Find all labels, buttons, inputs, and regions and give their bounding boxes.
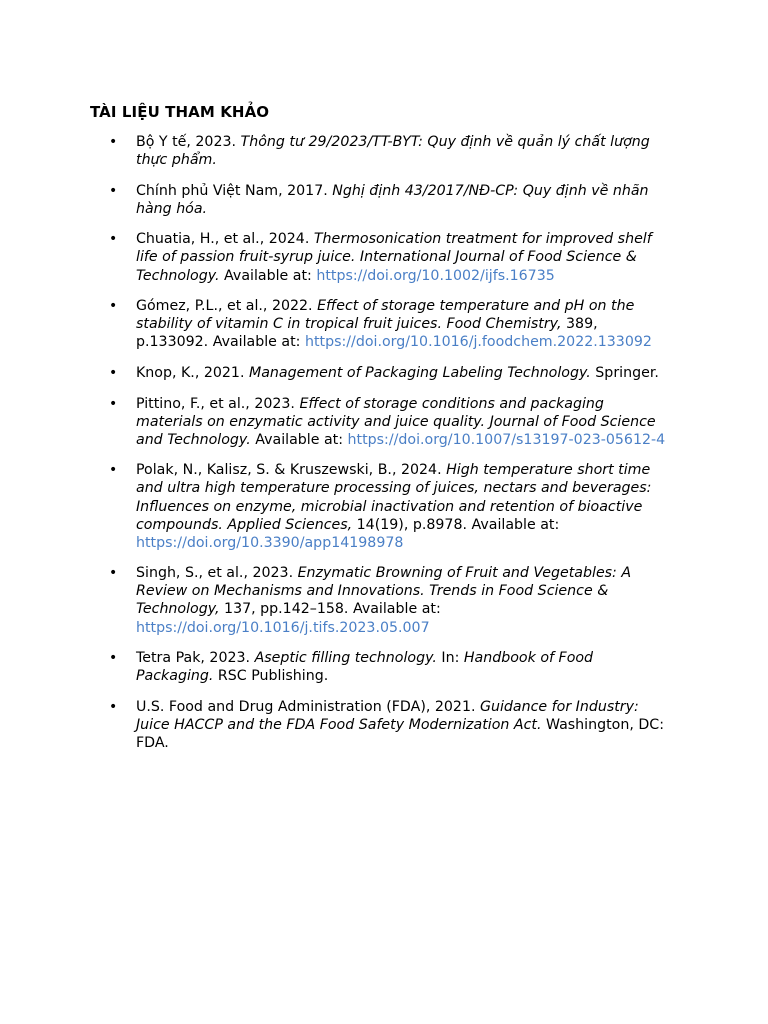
doi-link[interactable]: https://doi.org/10.1002/ijfs.16735 <box>316 267 555 284</box>
reference-title: Management of Packaging Labeling Technology. <box>248 364 591 381</box>
doi-link[interactable]: https://doi.org/10.3390/app14198978 <box>136 534 404 551</box>
reference-prefix: Tetra Pak, 2023. <box>136 650 255 667</box>
bullet-icon: • <box>109 298 118 315</box>
doi-link[interactable]: https://doi.org/10.1016/j.foodchem.2022.133092 <box>304 334 652 351</box>
reference-prefix: Chính phủ Việt Nam, 2017. <box>136 182 333 199</box>
reference-available: Available at: <box>219 267 317 284</box>
reference-title: Guidance for Industry: Juice HACCP and the FDA Food Safety Modernization Act. <box>136 698 639 733</box>
bullet-icon: • <box>109 231 118 248</box>
reference-item <box>0 698 672 752</box>
reference-title: Nghị định 43/2017/NĐ-CP: Quy định về nhãn hàng hóa. <box>136 182 649 217</box>
reference-item <box>0 649 672 685</box>
reference-details: 389, p.133092. <box>136 316 598 351</box>
bullet-icon: • <box>109 698 118 715</box>
reference-prefix: U.S. Food and Drug Administration (FDA), 2021. <box>136 698 480 715</box>
bullet-icon: • <box>109 462 118 479</box>
reference-title: High temperature short time and ultra high temperature processing of juices, nectars and beverages: Influences on enzyme, microbial inactivation and retention of bioactive compounds. Applied Sciences, <box>136 462 652 533</box>
reference-prefix: Singh, S., et al., 2023. <box>136 565 298 582</box>
bullet-icon: • <box>109 395 118 412</box>
reference-available: Available at: <box>208 334 305 351</box>
reference-item <box>0 297 672 351</box>
reference-prefix: Pittino, F., et al., 2023. <box>136 395 300 412</box>
bullet-icon: • <box>109 650 118 667</box>
reference-item <box>0 182 672 218</box>
doi-link[interactable]: https://doi.org/10.1016/j.tifs.2023.05.007 <box>136 619 430 636</box>
reference-details: 14(19), p.8978. <box>352 516 467 533</box>
bullet-icon: • <box>109 182 118 199</box>
reference-title: Effect of storage conditions and packaging materials on enzymatic activity and juice quality. Journal of Food Science and Technology. <box>136 395 656 448</box>
reference-available: Available at: <box>250 431 348 448</box>
reference-prefix: Chuatia, H., et al., 2024. <box>136 231 314 248</box>
reference-available: Available at: <box>348 601 441 618</box>
reference-prefix: Knop, K., 2021. <box>136 364 249 381</box>
doi-link[interactable]: https://doi.org/10.1007/s13197-023-05612-4 <box>347 431 666 448</box>
reference-prefix: Bộ Y tế, 2023. <box>136 134 241 150</box>
reference-details: Washington, DC: FDA. <box>136 716 664 752</box>
reference-prefix: Gómez, P.L., et al., 2022. <box>136 298 318 315</box>
reference-prefix: Polak, N., Kalisz, S. & Kruszewski, B., 2024. <box>136 462 447 479</box>
reference-title: Effect of storage temperature and pH on the stability of vitamin C in tropical fruit juices. Food Chemistry, <box>136 298 635 333</box>
bullet-icon: • <box>109 565 118 582</box>
reference-title: Enzymatic Browning of Fruit and Vegetables: A Review on Mechanisms and Innovations. Trends in Food Science & Technology, <box>136 565 632 618</box>
reference-details: In: <box>436 650 464 667</box>
reference-details: Springer. <box>590 364 659 381</box>
reference-item <box>0 564 672 636</box>
reference-details: 137, pp.142–158. <box>219 601 349 618</box>
reference-title: Aseptic filling technology. <box>254 650 437 667</box>
reference-item <box>0 461 672 551</box>
reference-item <box>0 133 672 169</box>
reference-title: Thông tư 29/2023/TT-BYT: Quy định về quản lý chất lượng thực phẩm. <box>136 134 650 169</box>
reference-item <box>0 395 672 449</box>
reference-book-title: Handbook of Food Packaging. <box>136 650 594 685</box>
bullet-icon: • <box>109 134 118 150</box>
reference-list <box>0 133 768 765</box>
reference-available: Available at: <box>466 516 560 533</box>
reference-publisher: RSC Publishing. <box>213 668 329 685</box>
references-heading: TÀI LIỆU THAM KHẢO <box>90 103 270 121</box>
bullet-icon: • <box>109 364 118 381</box>
reference-item <box>0 230 672 284</box>
reference-title: Thermosonication treatment for improved shelf life of passion fruit-syrup juice. International Journal of Food Science & Technology. <box>136 231 652 284</box>
reference-item <box>0 364 672 382</box>
